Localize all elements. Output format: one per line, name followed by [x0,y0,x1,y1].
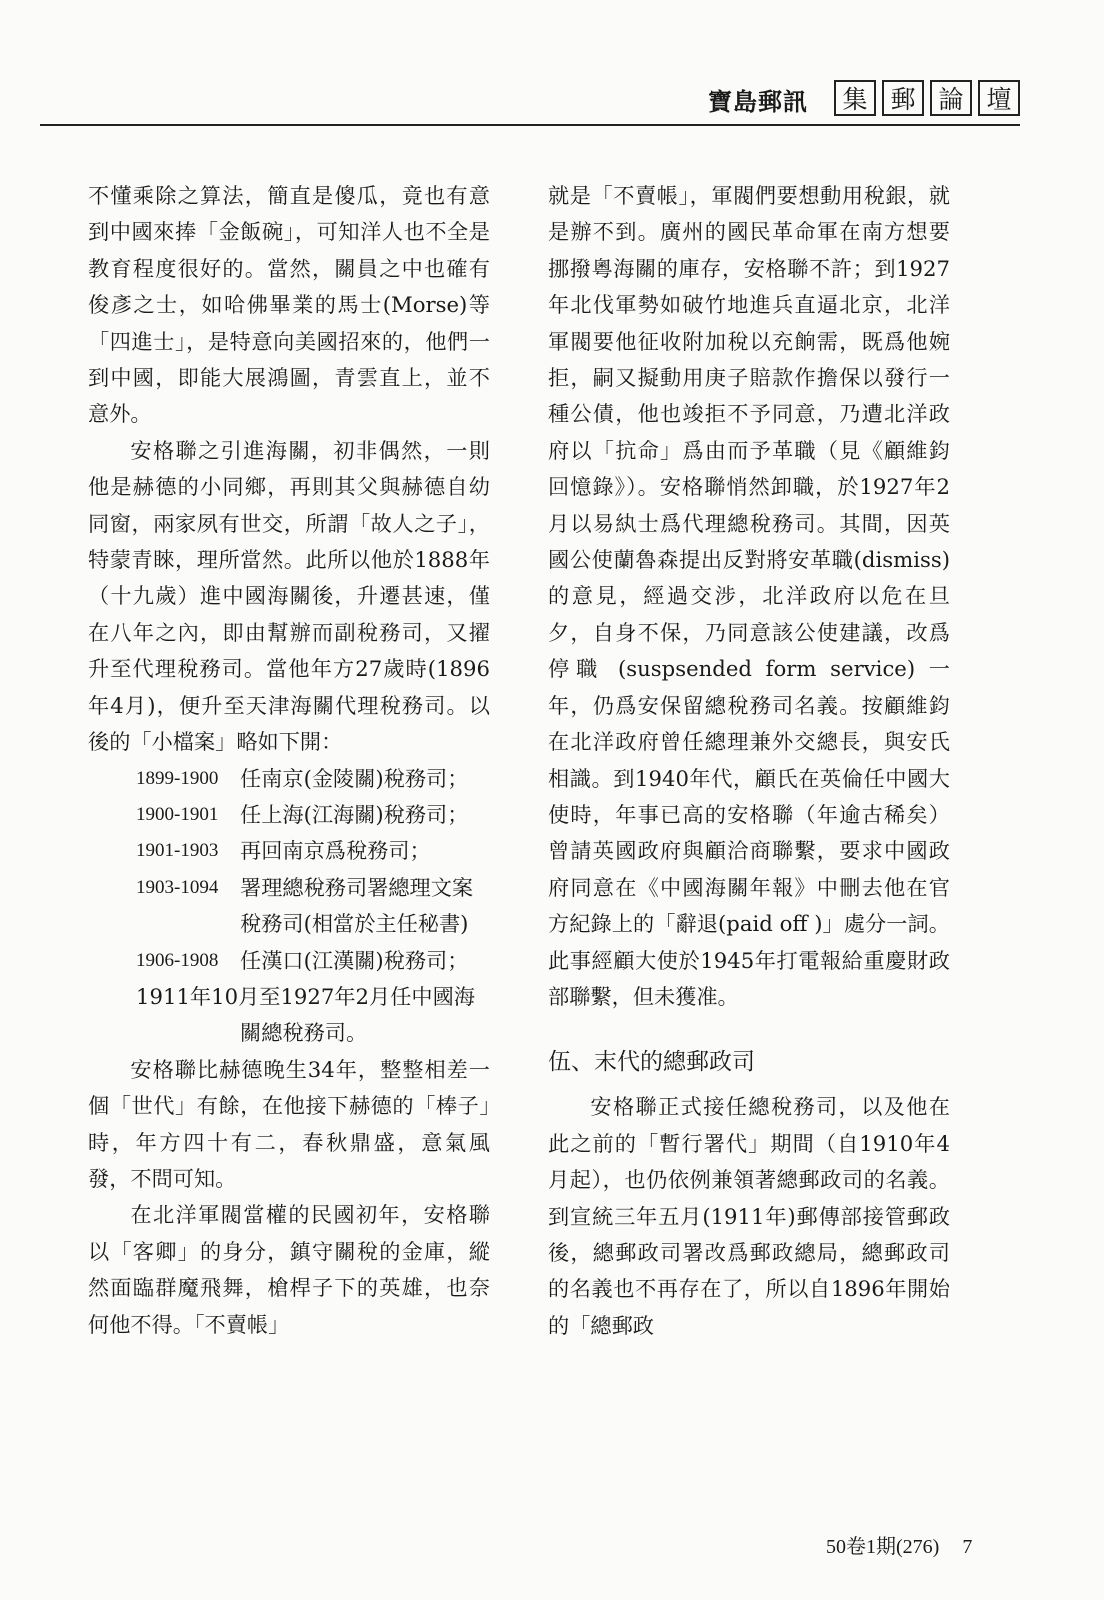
section-heading: 伍、末代的總郵政司 [548,1049,755,1076]
list-item-text: 任南京(金陵關)稅務司； [240,765,469,791]
paragraph: 就是「不賣帳」，軍閥們要想動用稅銀，就是辦不到。廣州的國民革命軍在南方想要挪撥粵海關的庫存，安格聯不許；到1927年北伐軍勢如破竹地進兵直逼北京，北洋軍閥要他征收附加稅以充餉需，既爲他婉拒，嗣又擬動用庚子賠款作擔保以發行一種公債，他也竣拒不予同意，乃遭北洋政府以「抗命」爲由而予革職（見《顧維鈞回憶錄》）。安格聯悄然卸職，於1927年2月以易紈士爲代理總稅務司。其間，因英國公使蘭魯森提出反對將安革職(dismiss)的意見，經過交涉，北洋政府以危在旦夕，自身不保，乃同意該公使建議，改爲停職 (suspsended form service) 一年，仍爲安保留總稅務司名義。按顧維鈞在北洋政府曾任總理兼外交總長，與安氏相識。到1940年代，顧氏在英倫任中國大使時，年事已高的安格聯（年逾古稀矣）曾請英國政府與顧洽商聯繫，要求中國政府同意在《中國海關年報》中刪去他在官方紀錄上的「辭退(paid off )」處分一詞。此事經顧大使於1945年打電報給重慶財政部聯繫，但未獲准。 [548,183,950,1009]
page-number: 7 [962,1536,973,1558]
page-header [40,80,1020,125]
list-item-text: 再回南京爲稅務司； [240,838,431,864]
list-item [88,943,490,979]
list-item-text: 任漢口(江漢關)稅務司； [240,947,469,973]
title-box-3: 論 [930,80,972,116]
paragraph: 安格聯正式接任總稅務司，以及他在此之前的「暫行署代」期間（自1910年4月起），也仍依例兼領著總郵政司的名義。到宣統三年五月(1911年)郵傳部接管郵政後，總郵政司署改爲郵政總局，總郵政司的名義也不再存在了，所以自1896年開始的「總郵政 [548,1094,950,1338]
page-footer [826,1530,972,1559]
list-item [88,870,490,943]
magazine-brand: 寶島郵訊 [708,88,808,116]
list-item [88,979,490,1052]
column-title-boxes [834,80,1020,116]
list-item-year: 1901-1903 [136,840,219,862]
list-item-year: 1900-1901 [136,803,219,825]
list-item [88,761,490,797]
paragraph: 不懂乘除之算法，簡直是傻瓜，竟也有意到中國來捧「金飯碗」，可知洋人也不全是教育程度很好的。當然，關員之中也確有俊彥之士，如哈佛畢業的馬士(Morse)等「四進士」，是特意向美國招來的，他們一到中國，即能大展鴻圖，青雲直上，並不意外。 [88,183,490,427]
left-column [88,178,490,1343]
list-item-text-continued: 關總稅務司。 [240,1020,368,1046]
right-column [548,178,950,1344]
paragraph: 在北洋軍閥當權的民國初年，安格聯以「客卿」的身分，鎮守關稅的金庫，縱然面臨群魔飛舞，槍桿子下的英雄，也奈何他不得。「不賣帳」 [88,1202,490,1337]
header-rule [40,124,1020,126]
list-item-text: 署理總稅務司署總理文案稅務司(相當於主任秘書) [240,874,474,937]
paragraph: 安格聯比赫德晚生34年，整整相差一個「世代」有餘，在他接下赫德的「棒子」時，年方四十有二，春秋鼎盛，意氣風發，不問可知。 [88,1056,490,1191]
title-box-1: 集 [834,80,876,116]
issue-number: 50卷1期(276) [826,1536,940,1558]
list-item-year: 1899-1900 [136,767,219,789]
paragraph: 安格聯之引進海關，初非偶然，一則他是赫德的小同鄉，再則其父與赫德自幼同窗，兩家夙有世交，所謂「故人之子」，特蒙青睞，理所當然。此所以他於1888年（十九歲）進中國海關後，升遷甚速，僅在八年之內，即由幫辦而副稅務司，又擢升至代理稅務司。當他年方27歲時(1896年4月)，便升至天津海關代理稅務司。以後的「小檔案」略如下開： [88,437,490,755]
list-item [88,797,490,833]
list-item-text: 任上海(江海關)稅務司； [240,801,469,827]
list-item-year: 1903-1094 [136,876,219,898]
title-box-4: 壇 [978,80,1020,116]
title-box-2: 郵 [882,80,924,116]
list-item-year: 1906-1908 [136,949,219,971]
list-item-text: 1911年10月至1927年2月任中國海 [136,983,475,1009]
list-item [88,833,490,869]
career-list [88,761,490,1052]
